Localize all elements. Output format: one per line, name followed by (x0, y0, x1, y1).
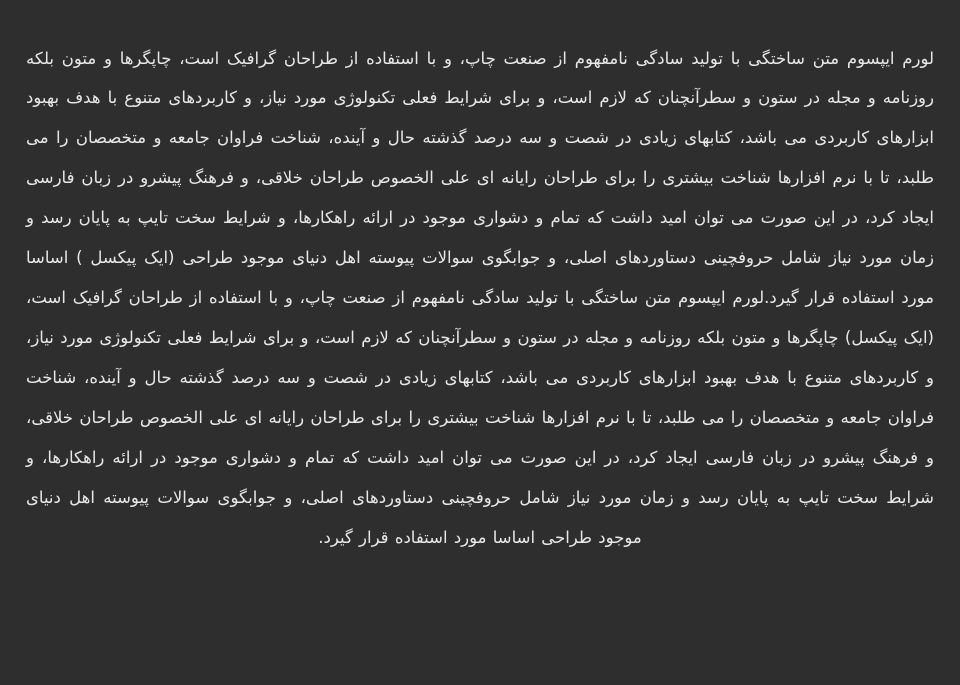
document-body-text: لورم ایپسوم متن ساختگی با تولید سادگی نامفهوم از صنعت چاپ، و با استفاده از طراحان گرافیک است، چاپگرها و متون بلکه روزنامه و مجله در ستون و سطرآنچنان که لازم است، و برای شرایط فعلی تکنولوژی مورد نیاز، و کاربردهای متنوع با هدف بهبود ابزارهای کاربردی می باشد، کتابهای زیادی در شصت و سه درصد گذشته حال و آینده، شناخت فراوان جامعه و متخصصان را می طلبد، تا با نرم افزارها شناخت بیشتری را برای طراحان رایانه ای علی الخصوص طراحان خلاقی، و فرهنگ پیشرو در زبان فارسی ایجاد کرد، در این صورت می توان امید داشت که تمام و دشواری موجود در ارائه راهکارها، و شرایط سخت تایپ به پایان رسد و زمان مورد نیاز شامل حروفچینی دستاوردهای اصلی، و جوابگوی سوالات پیوسته اهل دنیای موجود طراحی (ایک پیکسل ) اساسا مورد استفاده قرار گیرد.لورم ایپسوم متن ساختگی با تولید سادگی نامفهوم از صنعت چاپ، و با استفاده از طراحان گرافیک است، (ایک پیکسل) چاپگرها و متون بلکه روزنامه و مجله در ستون و سطرآنچنان که لازم است، و برای شرایط فعلی تکنولوژی مورد نیاز، و کاربردهای متنوع با هدف بهبود ابزارهای کاربردی می باشد، کتابهای زیادی در شصت و سه درصد گذشته حال و آینده، شناخت فراوان جامعه و متخصصان را می طلبد، تا با نرم افزارها شناخت بیشتری را برای طراحان رایانه ای علی الخصوص طراحان خلاقی، و فرهنگ پیشرو در زبان فارسی ایجاد کرد، در این صورت می توان امید داشت که تمام و دشواری موجود در ارائه راهکارها، و شرایط سخت تایپ به پایان رسد و زمان مورد نیاز شامل حروفچینی دستاوردهای اصلی، و جوابگوی سوالات پیوسته اهل دنیای موجود طراحی اساسا مورد استفاده قرار گیرد. (19, 48, 934, 547)
